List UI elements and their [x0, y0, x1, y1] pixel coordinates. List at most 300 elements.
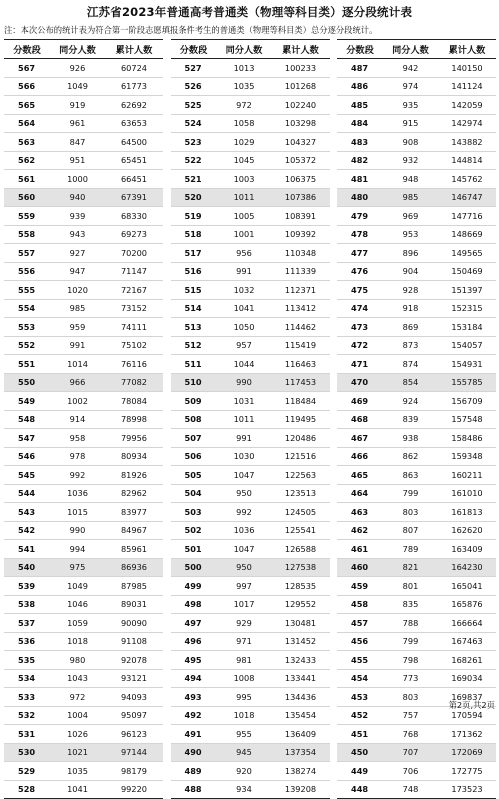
cumulative-cell: 125541: [272, 521, 330, 540]
score-cell: 511: [171, 355, 217, 374]
cumulative-cell: 85961: [105, 540, 163, 559]
score-cell: 555: [4, 281, 50, 300]
count-cell: 757: [383, 706, 438, 725]
table-row: [4, 725, 163, 744]
count-cell: 1000: [50, 170, 105, 189]
cumulative-cell: 62692: [105, 96, 163, 115]
score-cell: 472: [337, 336, 383, 355]
score-cell: 486: [337, 77, 383, 96]
score-cell: 513: [171, 318, 217, 337]
cumulative-cell: 107386: [272, 188, 330, 207]
cumulative-cell: 157548: [438, 410, 496, 429]
cumulative-cell: 104327: [272, 133, 330, 152]
count-cell: 1004: [50, 706, 105, 725]
score-cell: 523: [171, 133, 217, 152]
table-row: [171, 558, 330, 577]
score-cell: 534: [4, 669, 50, 688]
count-cell: 799: [383, 484, 438, 503]
score-cell: 524: [171, 114, 217, 133]
count-cell: 991: [50, 336, 105, 355]
count-cell: 924: [383, 392, 438, 411]
count-cell: 945: [217, 743, 272, 762]
table-row: [337, 743, 496, 762]
count-cell: 932: [383, 151, 438, 170]
cumulative-cell: 98179: [105, 762, 163, 781]
cumulative-cell: 130481: [272, 614, 330, 633]
score-cell: 544: [4, 484, 50, 503]
score-cell: 463: [337, 503, 383, 522]
count-cell: 799: [383, 632, 438, 651]
cumulative-cell: 101268: [272, 77, 330, 96]
table-row: [337, 780, 496, 799]
count-cell: 863: [383, 466, 438, 485]
cumulative-cell: 151397: [438, 281, 496, 300]
count-cell: 1047: [217, 540, 272, 559]
score-cell: 505: [171, 466, 217, 485]
score-cell: 564: [4, 114, 50, 133]
count-cell: 927: [50, 244, 105, 263]
table-row: [337, 410, 496, 429]
count-cell: 803: [383, 503, 438, 522]
cumulative-cell: 169034: [438, 669, 496, 688]
score-cell: 530: [4, 743, 50, 762]
score-cell: 450: [337, 743, 383, 762]
table-row: [4, 318, 163, 337]
score-cell: 519: [171, 207, 217, 226]
count-cell: 975: [50, 558, 105, 577]
score-cell: 517: [171, 244, 217, 263]
count-cell: 947: [50, 262, 105, 281]
score-cell: 456: [337, 632, 383, 651]
table-row: [337, 595, 496, 614]
count-cell: 978: [50, 447, 105, 466]
count-cell: 1008: [217, 669, 272, 688]
score-cell: 549: [4, 392, 50, 411]
table-row: [171, 133, 330, 152]
count-cell: 803: [383, 688, 438, 707]
score-cell: 484: [337, 114, 383, 133]
count-cell: 1043: [50, 669, 105, 688]
table-row: [4, 558, 163, 577]
score-cell: 474: [337, 299, 383, 318]
table-row: [171, 355, 330, 374]
table-row: [337, 484, 496, 503]
score-cell: 468: [337, 410, 383, 429]
score-table-column-3: [337, 39, 496, 799]
cumulative-cell: 66451: [105, 170, 163, 189]
count-cell: 920: [217, 762, 272, 781]
count-cell: 904: [383, 262, 438, 281]
count-cell: 1046: [50, 595, 105, 614]
cumulative-cell: 154931: [438, 355, 496, 374]
table-row: [171, 96, 330, 115]
table-row: [171, 780, 330, 799]
count-cell: 959: [50, 318, 105, 337]
score-cell: 500: [171, 558, 217, 577]
table-row: [337, 725, 496, 744]
table-row: [171, 281, 330, 300]
cumulative-cell: 84967: [105, 521, 163, 540]
cumulative-cell: 97144: [105, 743, 163, 762]
table-row: [4, 762, 163, 781]
cumulative-cell: 145762: [438, 170, 496, 189]
score-cell: 469: [337, 392, 383, 411]
count-cell: 1031: [217, 392, 272, 411]
cumulative-cell: 81926: [105, 466, 163, 485]
score-cell: 466: [337, 447, 383, 466]
count-cell: 862: [383, 447, 438, 466]
count-cell: 992: [50, 466, 105, 485]
count-cell: 1018: [217, 706, 272, 725]
cumulative-cell: 131452: [272, 632, 330, 651]
score-cell: 556: [4, 262, 50, 281]
score-cell: 533: [4, 688, 50, 707]
header-score: 分数段: [337, 40, 383, 59]
cumulative-cell: 82962: [105, 484, 163, 503]
table-row: [4, 484, 163, 503]
cumulative-cell: 78084: [105, 392, 163, 411]
score-cell: 490: [171, 743, 217, 762]
score-cell: 455: [337, 651, 383, 670]
count-cell: 938: [383, 429, 438, 448]
table-row: [171, 262, 330, 281]
cumulative-cell: 146747: [438, 188, 496, 207]
cumulative-cell: 172069: [438, 743, 496, 762]
table-row: [171, 669, 330, 688]
cumulative-cell: 162620: [438, 521, 496, 540]
table-row: [171, 725, 330, 744]
count-cell: 1044: [217, 355, 272, 374]
cumulative-cell: 136409: [272, 725, 330, 744]
cumulative-cell: 140150: [438, 59, 496, 78]
score-cell: 515: [171, 281, 217, 300]
cumulative-cell: 94093: [105, 688, 163, 707]
table-row: [337, 540, 496, 559]
count-cell: 1050: [217, 318, 272, 337]
count-cell: 926: [50, 59, 105, 78]
cumulative-cell: 119495: [272, 410, 330, 429]
page-number: 第2页,共2页: [448, 700, 495, 710]
cumulative-cell: 144814: [438, 151, 496, 170]
document-title: 江苏省2023年普通高考普通类（物理等科目类）逐分段统计表: [86, 5, 413, 19]
score-cell: 525: [171, 96, 217, 115]
score-cell: 545: [4, 466, 50, 485]
table-row: [171, 373, 330, 392]
cumulative-cell: 121516: [272, 447, 330, 466]
count-cell: 835: [383, 595, 438, 614]
score-cell: 566: [4, 77, 50, 96]
cumulative-cell: 100233: [272, 59, 330, 78]
count-cell: 1018: [50, 632, 105, 651]
count-cell: 773: [383, 669, 438, 688]
score-cell: 512: [171, 336, 217, 355]
cumulative-cell: 148669: [438, 225, 496, 244]
score-cell: 460: [337, 558, 383, 577]
cumulative-cell: 128535: [272, 577, 330, 596]
count-cell: 1035: [217, 77, 272, 96]
score-cell: 563: [4, 133, 50, 152]
cumulative-cell: 161813: [438, 503, 496, 522]
score-cell: 451: [337, 725, 383, 744]
table-row: [337, 96, 496, 115]
table-row: [4, 688, 163, 707]
table-row: [171, 447, 330, 466]
score-cell: 527: [171, 59, 217, 78]
count-cell: 1047: [217, 466, 272, 485]
cumulative-cell: 60724: [105, 59, 163, 78]
count-cell: 992: [217, 503, 272, 522]
table-row: [4, 114, 163, 133]
cumulative-cell: 110348: [272, 244, 330, 263]
table-row: [4, 225, 163, 244]
score-cell: 496: [171, 632, 217, 651]
cumulative-cell: 124505: [272, 503, 330, 522]
count-cell: 974: [383, 77, 438, 96]
cumulative-cell: 63653: [105, 114, 163, 133]
count-cell: 951: [50, 151, 105, 170]
table-row: [337, 429, 496, 448]
table-row: [4, 299, 163, 318]
score-cell: 458: [337, 595, 383, 614]
count-cell: 969: [383, 207, 438, 226]
table-row: [337, 225, 496, 244]
cumulative-cell: 165041: [438, 577, 496, 596]
table-row: [337, 466, 496, 485]
table-row: [4, 151, 163, 170]
score-cell: 494: [171, 669, 217, 688]
table-row: [4, 77, 163, 96]
cumulative-cell: 159348: [438, 447, 496, 466]
cumulative-cell: 166664: [438, 614, 496, 633]
score-cell: 501: [171, 540, 217, 559]
table-row: [337, 262, 496, 281]
score-cell: 551: [4, 355, 50, 374]
score-cell: 531: [4, 725, 50, 744]
score-cell: 538: [4, 595, 50, 614]
cumulative-cell: 164230: [438, 558, 496, 577]
cumulative-cell: 153184: [438, 318, 496, 337]
cumulative-cell: 69273: [105, 225, 163, 244]
score-cell: 532: [4, 706, 50, 725]
cumulative-cell: 79956: [105, 429, 163, 448]
table-row: [171, 429, 330, 448]
cumulative-cell: 103298: [272, 114, 330, 133]
count-cell: 961: [50, 114, 105, 133]
cumulative-cell: 75102: [105, 336, 163, 355]
table-row: [4, 669, 163, 688]
cumulative-cell: 65451: [105, 151, 163, 170]
count-cell: 707: [383, 743, 438, 762]
table-row: [337, 669, 496, 688]
count-cell: 914: [50, 410, 105, 429]
score-cell: 521: [171, 170, 217, 189]
table-row: [337, 336, 496, 355]
cumulative-cell: 67391: [105, 188, 163, 207]
count-cell: 971: [217, 632, 272, 651]
cumulative-cell: 105372: [272, 151, 330, 170]
cumulative-cell: 129552: [272, 595, 330, 614]
count-cell: 1029: [217, 133, 272, 152]
cumulative-cell: 160211: [438, 466, 496, 485]
cumulative-cell: 154057: [438, 336, 496, 355]
table-row: [171, 595, 330, 614]
count-cell: 854: [383, 373, 438, 392]
count-cell: 1036: [50, 484, 105, 503]
document-note: 注：本次公布的统计表为符合第一阶段志愿填报条件考生的普通类（物理等科目类）总分逐分段统计。: [4, 25, 378, 35]
score-cell: 481: [337, 170, 383, 189]
cumulative-cell: 126588: [272, 540, 330, 559]
score-cell: 473: [337, 318, 383, 337]
score-cell: 565: [4, 96, 50, 115]
count-cell: 1015: [50, 503, 105, 522]
cumulative-cell: 112371: [272, 281, 330, 300]
score-cell: 471: [337, 355, 383, 374]
table-row: [171, 114, 330, 133]
score-cell: 493: [171, 688, 217, 707]
count-cell: 953: [383, 225, 438, 244]
score-cell: 457: [337, 614, 383, 633]
table-row: [337, 114, 496, 133]
table-row: [337, 207, 496, 226]
table-row: [4, 706, 163, 725]
count-cell: 957: [217, 336, 272, 355]
cumulative-cell: 120486: [272, 429, 330, 448]
table-row: [4, 373, 163, 392]
cumulative-cell: 64500: [105, 133, 163, 152]
table-row: [4, 614, 163, 633]
cumulative-cell: 108391: [272, 207, 330, 226]
cumulative-cell: 168261: [438, 651, 496, 670]
cumulative-cell: 137354: [272, 743, 330, 762]
score-cell: 495: [171, 651, 217, 670]
score-cell: 554: [4, 299, 50, 318]
count-cell: 1005: [217, 207, 272, 226]
table-row: [4, 133, 163, 152]
count-cell: 821: [383, 558, 438, 577]
table-row: [171, 521, 330, 540]
count-cell: 915: [383, 114, 438, 133]
score-cell: 567: [4, 59, 50, 78]
count-cell: 1021: [50, 743, 105, 762]
score-cell: 482: [337, 151, 383, 170]
table-row: [4, 410, 163, 429]
cumulative-cell: 91108: [105, 632, 163, 651]
count-cell: 789: [383, 540, 438, 559]
count-cell: 985: [50, 299, 105, 318]
count-cell: 847: [50, 133, 105, 152]
score-cell: 479: [337, 207, 383, 226]
count-cell: 1003: [217, 170, 272, 189]
table-row: [4, 540, 163, 559]
score-cell: 483: [337, 133, 383, 152]
cumulative-cell: 90090: [105, 614, 163, 633]
table-row: [337, 299, 496, 318]
cumulative-cell: 142059: [438, 96, 496, 115]
count-cell: 839: [383, 410, 438, 429]
count-cell: 980: [50, 651, 105, 670]
cumulative-cell: 173523: [438, 780, 496, 799]
count-cell: 942: [383, 59, 438, 78]
header-count: 同分人数: [383, 40, 438, 59]
cumulative-cell: 127538: [272, 558, 330, 577]
count-cell: 985: [383, 188, 438, 207]
cumulative-cell: 133441: [272, 669, 330, 688]
score-cell: 503: [171, 503, 217, 522]
table-row: [337, 558, 496, 577]
cumulative-cell: 169837: [438, 688, 496, 707]
table-row: [337, 577, 496, 596]
count-cell: 956: [217, 244, 272, 263]
table-row: [337, 59, 496, 78]
count-cell: 939: [50, 207, 105, 226]
table-row: [171, 299, 330, 318]
cumulative-cell: 149565: [438, 244, 496, 263]
table-row: [171, 688, 330, 707]
cumulative-cell: 73152: [105, 299, 163, 318]
count-cell: 955: [217, 725, 272, 744]
header-cumulative: 累计人数: [438, 40, 496, 59]
cumulative-cell: 111339: [272, 262, 330, 281]
table-row: [337, 170, 496, 189]
table-row: [4, 651, 163, 670]
score-cell: 561: [4, 170, 50, 189]
count-cell: 869: [383, 318, 438, 337]
table-row: [4, 521, 163, 540]
score-table-column-1: [4, 39, 163, 799]
table-row: [337, 392, 496, 411]
score-cell: 498: [171, 595, 217, 614]
score-cell: 560: [4, 188, 50, 207]
count-cell: 972: [217, 96, 272, 115]
table-row: [171, 151, 330, 170]
score-cell: 467: [337, 429, 383, 448]
table-row: [4, 503, 163, 522]
score-cell: 470: [337, 373, 383, 392]
count-cell: 948: [383, 170, 438, 189]
count-cell: 943: [50, 225, 105, 244]
cumulative-cell: 89031: [105, 595, 163, 614]
table-row: [171, 59, 330, 78]
score-cell: 547: [4, 429, 50, 448]
count-cell: 1020: [50, 281, 105, 300]
cumulative-cell: 117453: [272, 373, 330, 392]
score-cell: 536: [4, 632, 50, 651]
table-row: [171, 207, 330, 226]
cumulative-cell: 143882: [438, 133, 496, 152]
cumulative-cell: 135454: [272, 706, 330, 725]
score-cell: 543: [4, 503, 50, 522]
count-cell: 798: [383, 651, 438, 670]
table-row: [4, 447, 163, 466]
table-row: [171, 410, 330, 429]
cumulative-cell: 93121: [105, 669, 163, 688]
count-cell: 1058: [217, 114, 272, 133]
score-cell: 522: [171, 151, 217, 170]
table-row: [171, 706, 330, 725]
score-cell: 489: [171, 762, 217, 781]
count-cell: 1045: [217, 151, 272, 170]
cumulative-cell: 155785: [438, 373, 496, 392]
count-cell: 919: [50, 96, 105, 115]
cumulative-cell: 163409: [438, 540, 496, 559]
header-score: 分数段: [4, 40, 50, 59]
count-cell: 896: [383, 244, 438, 263]
count-cell: 788: [383, 614, 438, 633]
cumulative-cell: 74111: [105, 318, 163, 337]
cumulative-cell: 96123: [105, 725, 163, 744]
score-cell: 459: [337, 577, 383, 596]
score-cell: 499: [171, 577, 217, 596]
